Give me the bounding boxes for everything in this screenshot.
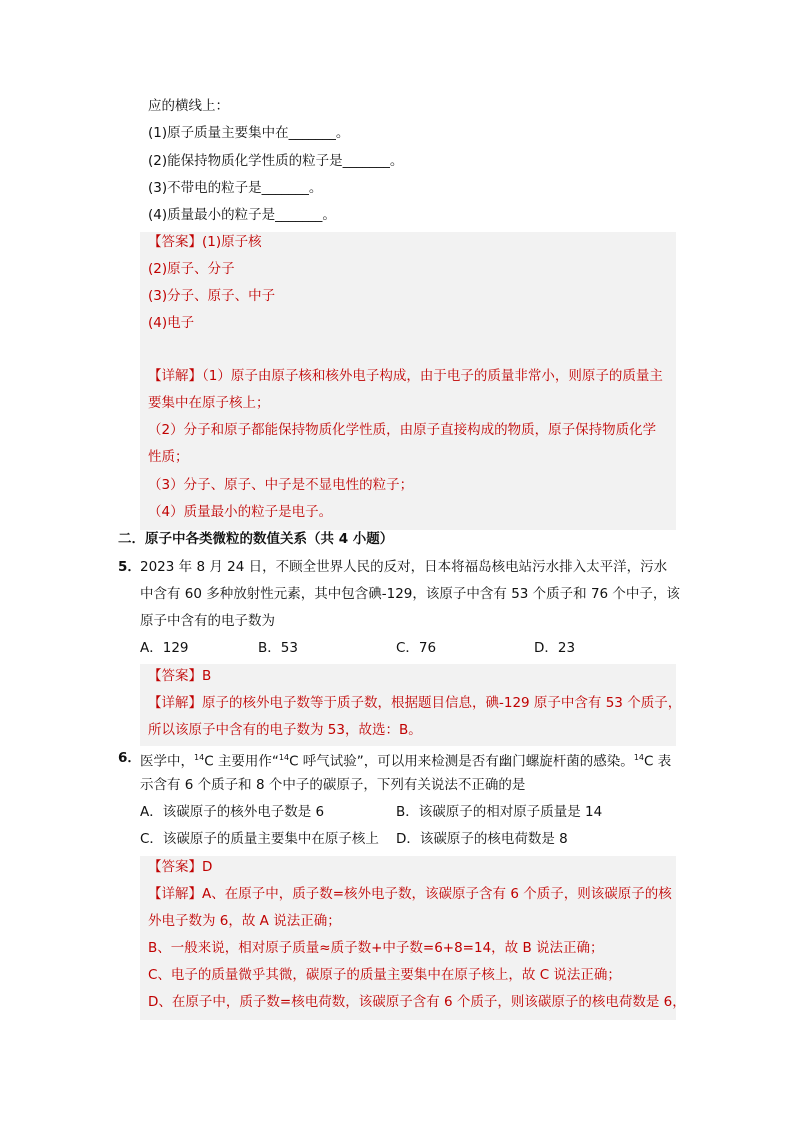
q4-detail-line-4: 性质； [148,449,189,465]
q4-detail-line-1 [148,366,663,386]
q5-option-c: C．76 [396,640,437,656]
q4-detail-line-3: （2）分子和原子都能保持物质化学性质，由原子直接构成的物质，原子保持物质化学 [148,422,657,438]
q6-answer-block [140,856,686,1020]
q6-detail-line-4: C、电子的质量微乎其微，碳原子的质量主要集中在原子核上，故 C 说法正确； [148,967,621,983]
isotope-mass-1: 14 [194,753,205,762]
detail-text: （1）原子由原子核和核外电子构成，由于电子的质量非常小，则原子的质量主 [202,368,663,384]
q5-stem-line-1: 2023 年 8 月 24 日，不顾全世界人民的反对，日本将福岛核电站污水排入太平洋，污水 [140,559,668,575]
q6-answer-line [148,857,212,877]
isotope-mass-2: 14 [278,753,290,762]
q5-option-a: A．129 [140,640,189,656]
q5-number: 5． [118,559,141,575]
q4-item-3: (3)不带电的粒子是_______。 [148,180,323,196]
q6-text-a: 医学中， [140,753,194,770]
q4-answer-line-4: (4)电子 [148,315,195,331]
detail-text: A、在原子中，质子数=核外电子数，该碳原子含有 6 个质子，则该碳原子的核 [202,886,672,902]
answer-tag: 【答案】 [148,668,202,684]
q5-detail-line-2: 所以该原子中含有的电子数为 53，故选：B。 [148,722,422,738]
q4-item-4: (4)质量最小的粒子是_______。 [148,207,336,223]
q5-detail-line-1 [148,693,681,713]
q4-answer-block [140,232,676,530]
q6-detail-line-3: B、一般来说，相对原子质量≈质子数+中子数=6+8=14，故 B 说法正确； [148,940,604,956]
q6-option-d: D．该碳原子的核电荷数是 8 [396,831,568,847]
answer-tag: 【答案】 [148,234,202,250]
q6-text-b: C 主要用作“ [204,753,279,770]
detail-text: 原子的核外电子数等于质子数，根据题目信息，碘-129 原子中含有 53 个质子， [202,695,682,711]
q5-stem-line-3: 原子中含有的电子数为 [140,613,275,629]
q6-number: 6． [118,750,141,766]
q5-answer-line [148,666,211,686]
q6-detail-line-5: D、在原子中，质子数=核电荷数，该碳原子含有 6 个质子，则该碳原子的核电荷数是 6， [148,994,686,1010]
detail-tag: 【详解】 [148,368,202,384]
answer-text: D [202,859,213,875]
q6-option-b: B．该碳原子的相对原子质量是 14 [396,804,603,820]
q6-option-c: C．该碳原子的质量主要集中在原子核上 [140,831,379,847]
q5-answer-block [140,664,682,746]
q6-detail-line-2: 外电子数为 6，故 A 说法正确； [148,913,341,929]
detail-tag: 【详解】 [148,886,202,902]
q4-detail-line-6: （4）质量最小的粒子是电子。 [148,504,333,520]
q6-stem-line-1 [140,748,671,772]
q4-detail-line-5: （3）分子、原子、中子是不显电性的粒子； [148,477,414,493]
intro-line: 应的横线上： [148,98,229,114]
q5-option-d: D．23 [534,640,576,656]
isotope-mass-3: 14 [633,753,644,762]
answer-tag: 【答案】 [148,859,202,875]
q4-answer-line-1 [148,232,262,252]
q6-text-d: C 表 [644,753,672,770]
answer-text: (1)原子核 [202,234,262,250]
section-heading: 二．原子中各类微粒的数值关系（共 4 小题） [118,531,394,547]
q4-item-2: (2)能保持物质化学性质的粒子是_______。 [148,153,404,169]
q6-stem-line-2: 示含有 6 个质子和 8 个中子的碳原子，下列有关说法不正确的是 [140,777,526,793]
q4-detail-line-2: 要集中在原子核上； [148,395,270,411]
q4-answer-line-3: (3)分子、原子、中子 [148,288,276,304]
q6-option-a: A．该碳原子的核外电子数是 6 [140,804,325,820]
detail-tag: 【详解】 [148,695,202,711]
q6-text-c: C 呼气试验”，可以用来检测是否有幽门螺旋杆菌的感染。 [289,753,634,770]
q6-detail-line-1 [148,884,672,904]
answer-text: B [202,668,212,684]
q4-answer-line-2: (2)原子、分子 [148,261,235,277]
q5-option-b: B．53 [258,640,298,656]
q4-item-1: (1)原子质量主要集中在_______。 [148,125,350,141]
q5-stem-line-2: 中含有 60 多种放射性元素，其中包含碘-129，该原子中含有 53 个质子和 76 个中子，该 [140,586,680,602]
